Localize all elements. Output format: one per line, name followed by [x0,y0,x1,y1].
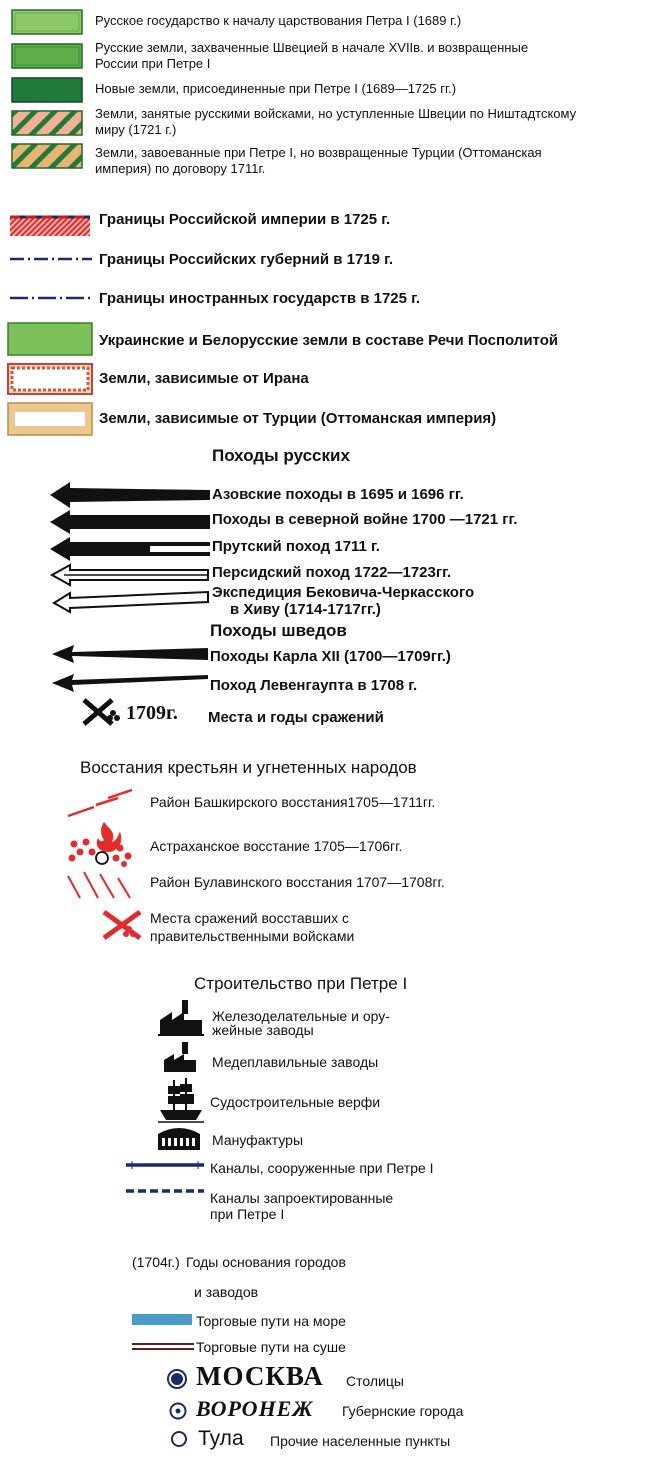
legend-text-lands-seized-by-sweden-1: Русские земли, захваченные Швецией в начале XVIIв. и возвращенные [95,40,529,55]
legend-text-land-routes: Торговые пути на суше [196,1339,346,1355]
legend-text-lands-ceded-to-sweden-2: миру (1721 г.) [95,122,177,137]
legend-text-empire-border: Границы Российской империи в 1725 г. [99,211,391,228]
heading-russian-campaigns: Походы русских [212,446,350,465]
legend-text-lewenhaupt: Поход Левенгаупта в 1708 г. [210,677,418,694]
canal-built-symbol [126,1160,206,1170]
legend-text-lands-returned-to-turkey-2: империя) по договору 1711г. [95,161,266,176]
arrow-azov-campaigns [50,482,210,508]
legend-text-canals-planned-2: при Петре I [210,1206,285,1222]
legend-text-canals-built: Каналы, сооруженные при Петре I [210,1160,434,1176]
legend-text-manufactories: Мануфактуры [212,1132,304,1148]
arrow-northern-war [50,510,210,534]
shipyard-icon [158,1076,204,1124]
legend-text-turkey-dependent: Земли, зависимые от Турции (Оттоманская империя) [99,410,497,427]
battle-year-sample: 1709г. [126,702,178,724]
ironworks-factory-icon [158,1000,204,1036]
legend-text-charles-xii: Походы Карла XII (1700—1709гг.) [210,648,451,665]
legend-text-new-lands: Новые земли, присоединенные при Петре I (1689—1725 гг.) [95,81,457,96]
legend-text-battle-sites: Места и годы сражений [208,709,384,726]
legend-text-founding-years-1: Годы основания городов [186,1254,346,1270]
arrow-lewenhaupt-campaign [52,673,208,693]
legend-text-bashkir-uprising: Район Башкирского восстания1705—1711гг. [150,794,436,810]
legend-text-copper-smelters: Медеплавильные заводы [212,1054,379,1070]
copper-smelter-icon [162,1042,198,1072]
arrow-charles-xii-campaigns [52,643,208,665]
bulavin-uprising-area-icon [66,870,138,902]
canal-planned-symbol [126,1186,206,1196]
legend-text-persian-campaign: Персидский поход 1722—1723гг. [212,564,452,581]
legend-text-northern-war: Походы в северной войне 1700 —1721 гг. [212,511,518,528]
swatch-ukrainian-belarusian-lands [8,323,92,355]
heading-construction: Строительство при Петре I [194,974,408,993]
bashkir-uprising-area-icon [66,788,138,818]
swatch-russian-state-1689 [12,10,82,34]
capital-city-icon [166,1368,188,1390]
swatch-lands-ceded-to-sweden [12,111,82,135]
legend-text-lands-ceded-to-sweden-1: Земли, занятые русскими войсками, но уступленные Швеции по Ништадтскому [95,106,577,121]
swatch-lands-seized-by-sweden [12,44,82,68]
astrakhan-uprising-icon [66,820,136,866]
legend-text-ironworks-1: Железоделательные и ору- [212,1008,390,1024]
heading-swedish-campaigns: Походы шведов [210,621,347,640]
border-symbol-empire-1725 [10,212,92,238]
legend-text-gubernia-border: Границы Российских губерний в 1719 г. [99,251,394,268]
legend-text-lands-returned-to-turkey-1: Земли, завоеванные при Петре I, но возвращенные Турции (Оттоманская [95,145,542,160]
border-symbol-foreign-1725 [10,293,92,303]
arrow-khiva-expedition [52,590,210,612]
legend-text-ironworks-2: жейные заводы [212,1022,314,1038]
legend-text-sea-routes: Торговые пути на море [196,1313,346,1329]
legend-text-foreign-border: Границы иностранных государств в 1725 г. [99,290,421,307]
legend-text-uprising-battles-2: правительственными войсками [150,928,355,944]
legend-text-settlements: Прочие населенные пункты [270,1433,451,1449]
legend-text-bulavin-uprising: Район Булавинского восстания 1707—1708гг. [150,874,445,890]
legend-text-khiva-expedition-1: Экспедиция Бековича-Черкасского [212,584,475,601]
legend-text-founding-years-2: и заводов [194,1284,259,1300]
capital-city-sample: МОСКВА [196,1361,324,1391]
gubernia-city-icon [168,1401,188,1421]
legend-text-shipyards: Судостроительные верфи [210,1094,381,1110]
swatch-lands-dependent-on-iran [8,364,92,394]
legend-text-astrakhan-uprising: Астраханское восстание 1705—1706гг. [150,838,403,854]
swatch-lands-dependent-on-turkey [8,403,92,435]
founding-year-sample: (1704г.) [132,1254,180,1270]
settlement-sample: Тула [198,1427,244,1450]
swatch-lands-returned-to-turkey [12,144,82,168]
swatch-new-lands-1689-1725 [12,78,82,102]
manufactory-icon [156,1124,202,1150]
legend-text-lands-seized-by-sweden-2: России при Петре I [95,56,211,71]
legend-text-prut-campaign: Прутский поход 1711 г. [212,538,380,555]
uprising-battle-icon [100,908,146,942]
sea-route-symbol [132,1314,194,1326]
gubernia-city-sample: ВОРОНЕЖ [196,1396,314,1421]
legend-text-iran-dependent: Земли, зависимые от Ирана [99,370,309,387]
arrow-persian-campaign [50,564,210,586]
settlement-icon [170,1430,188,1448]
land-route-symbol [132,1342,194,1352]
heading-uprisings: Восстания крестьян и угнетенных народов [80,758,417,777]
crossed-swords-battle-icon [80,698,124,726]
arrow-prut-campaign [50,537,210,561]
legend-text-azov-campaigns: Азовские походы в 1695 и 1696 гг. [212,486,464,503]
legend-text-russian-state-1689: Русское государство к началу царствования Петра I (1689 г.) [95,13,462,28]
legend-text-canals-planned-1: Каналы запроектированные [210,1190,394,1206]
legend-text-ukrainian-belarusian-lands: Украинские и Белорусские земли в составе Речи Посполитой [99,332,559,349]
border-symbol-gubernia-1719 [10,254,92,264]
legend-text-capitals: Столицы [346,1373,404,1389]
legend-text-uprising-battles-1: Места сражений восставших с [150,910,350,926]
legend-text-gubernia-cities: Губернские города [342,1403,464,1419]
legend-text-khiva-expedition-2: в Хиву (1714-1717гг.) [230,601,381,618]
